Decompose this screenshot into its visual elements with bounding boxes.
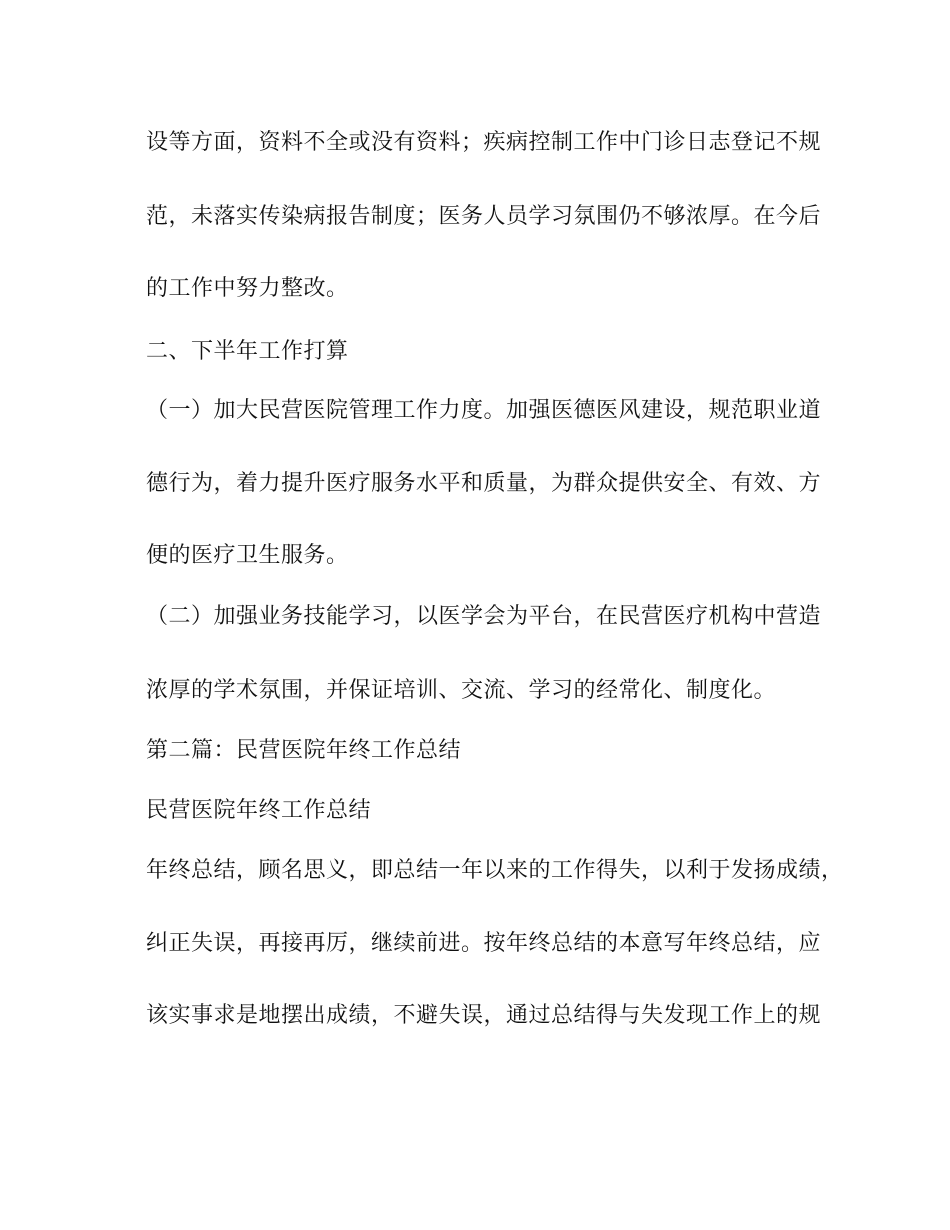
part-heading: 第二篇：民营医院年终工作总结 [146, 738, 462, 763]
body-text-line: 年终总结，顾名思义，即总结一年以来的工作得失，以利于发扬成绩， [146, 858, 844, 883]
body-text-line: 德行为，着力提升医疗服务水平和质量，为群众提供安全、有效、方 [146, 471, 822, 496]
body-text-line: 范，未落实传染病报告制度；医务人员学习氛围仍不够浓厚。在今后 [146, 204, 822, 229]
body-text-line: 浓厚的学术氛围，并保证培训、交流、学习的经常化、制度化。 [146, 678, 777, 703]
body-text-line: （二）加强业务技能学习，以医学会为平台，在民营医疗机构中营造 [146, 604, 822, 629]
body-text-line: 的工作中努力整改。 [146, 276, 349, 301]
body-text-line: 设等方面，资料不全或没有资料；疾病控制工作中门诊日志登记不规 [146, 130, 822, 155]
body-text-line: 纠正失误，再接再厉，继续前进。按年终总结的本意写年终总结，应 [146, 931, 822, 956]
body-text-line: 便的医疗卫生服务。 [146, 543, 349, 568]
document-title: 民营医院年终工作总结 [146, 798, 372, 823]
body-text-line: 该实事求是地摆出成绩，不避失误，通过总结得与失发现工作上的规 [146, 1003, 822, 1028]
section-heading: 二、下半年工作打算 [146, 339, 349, 364]
body-text-line: （一）加大民营医院管理工作力度。加强医德医风建设，规范职业道 [146, 398, 822, 423]
